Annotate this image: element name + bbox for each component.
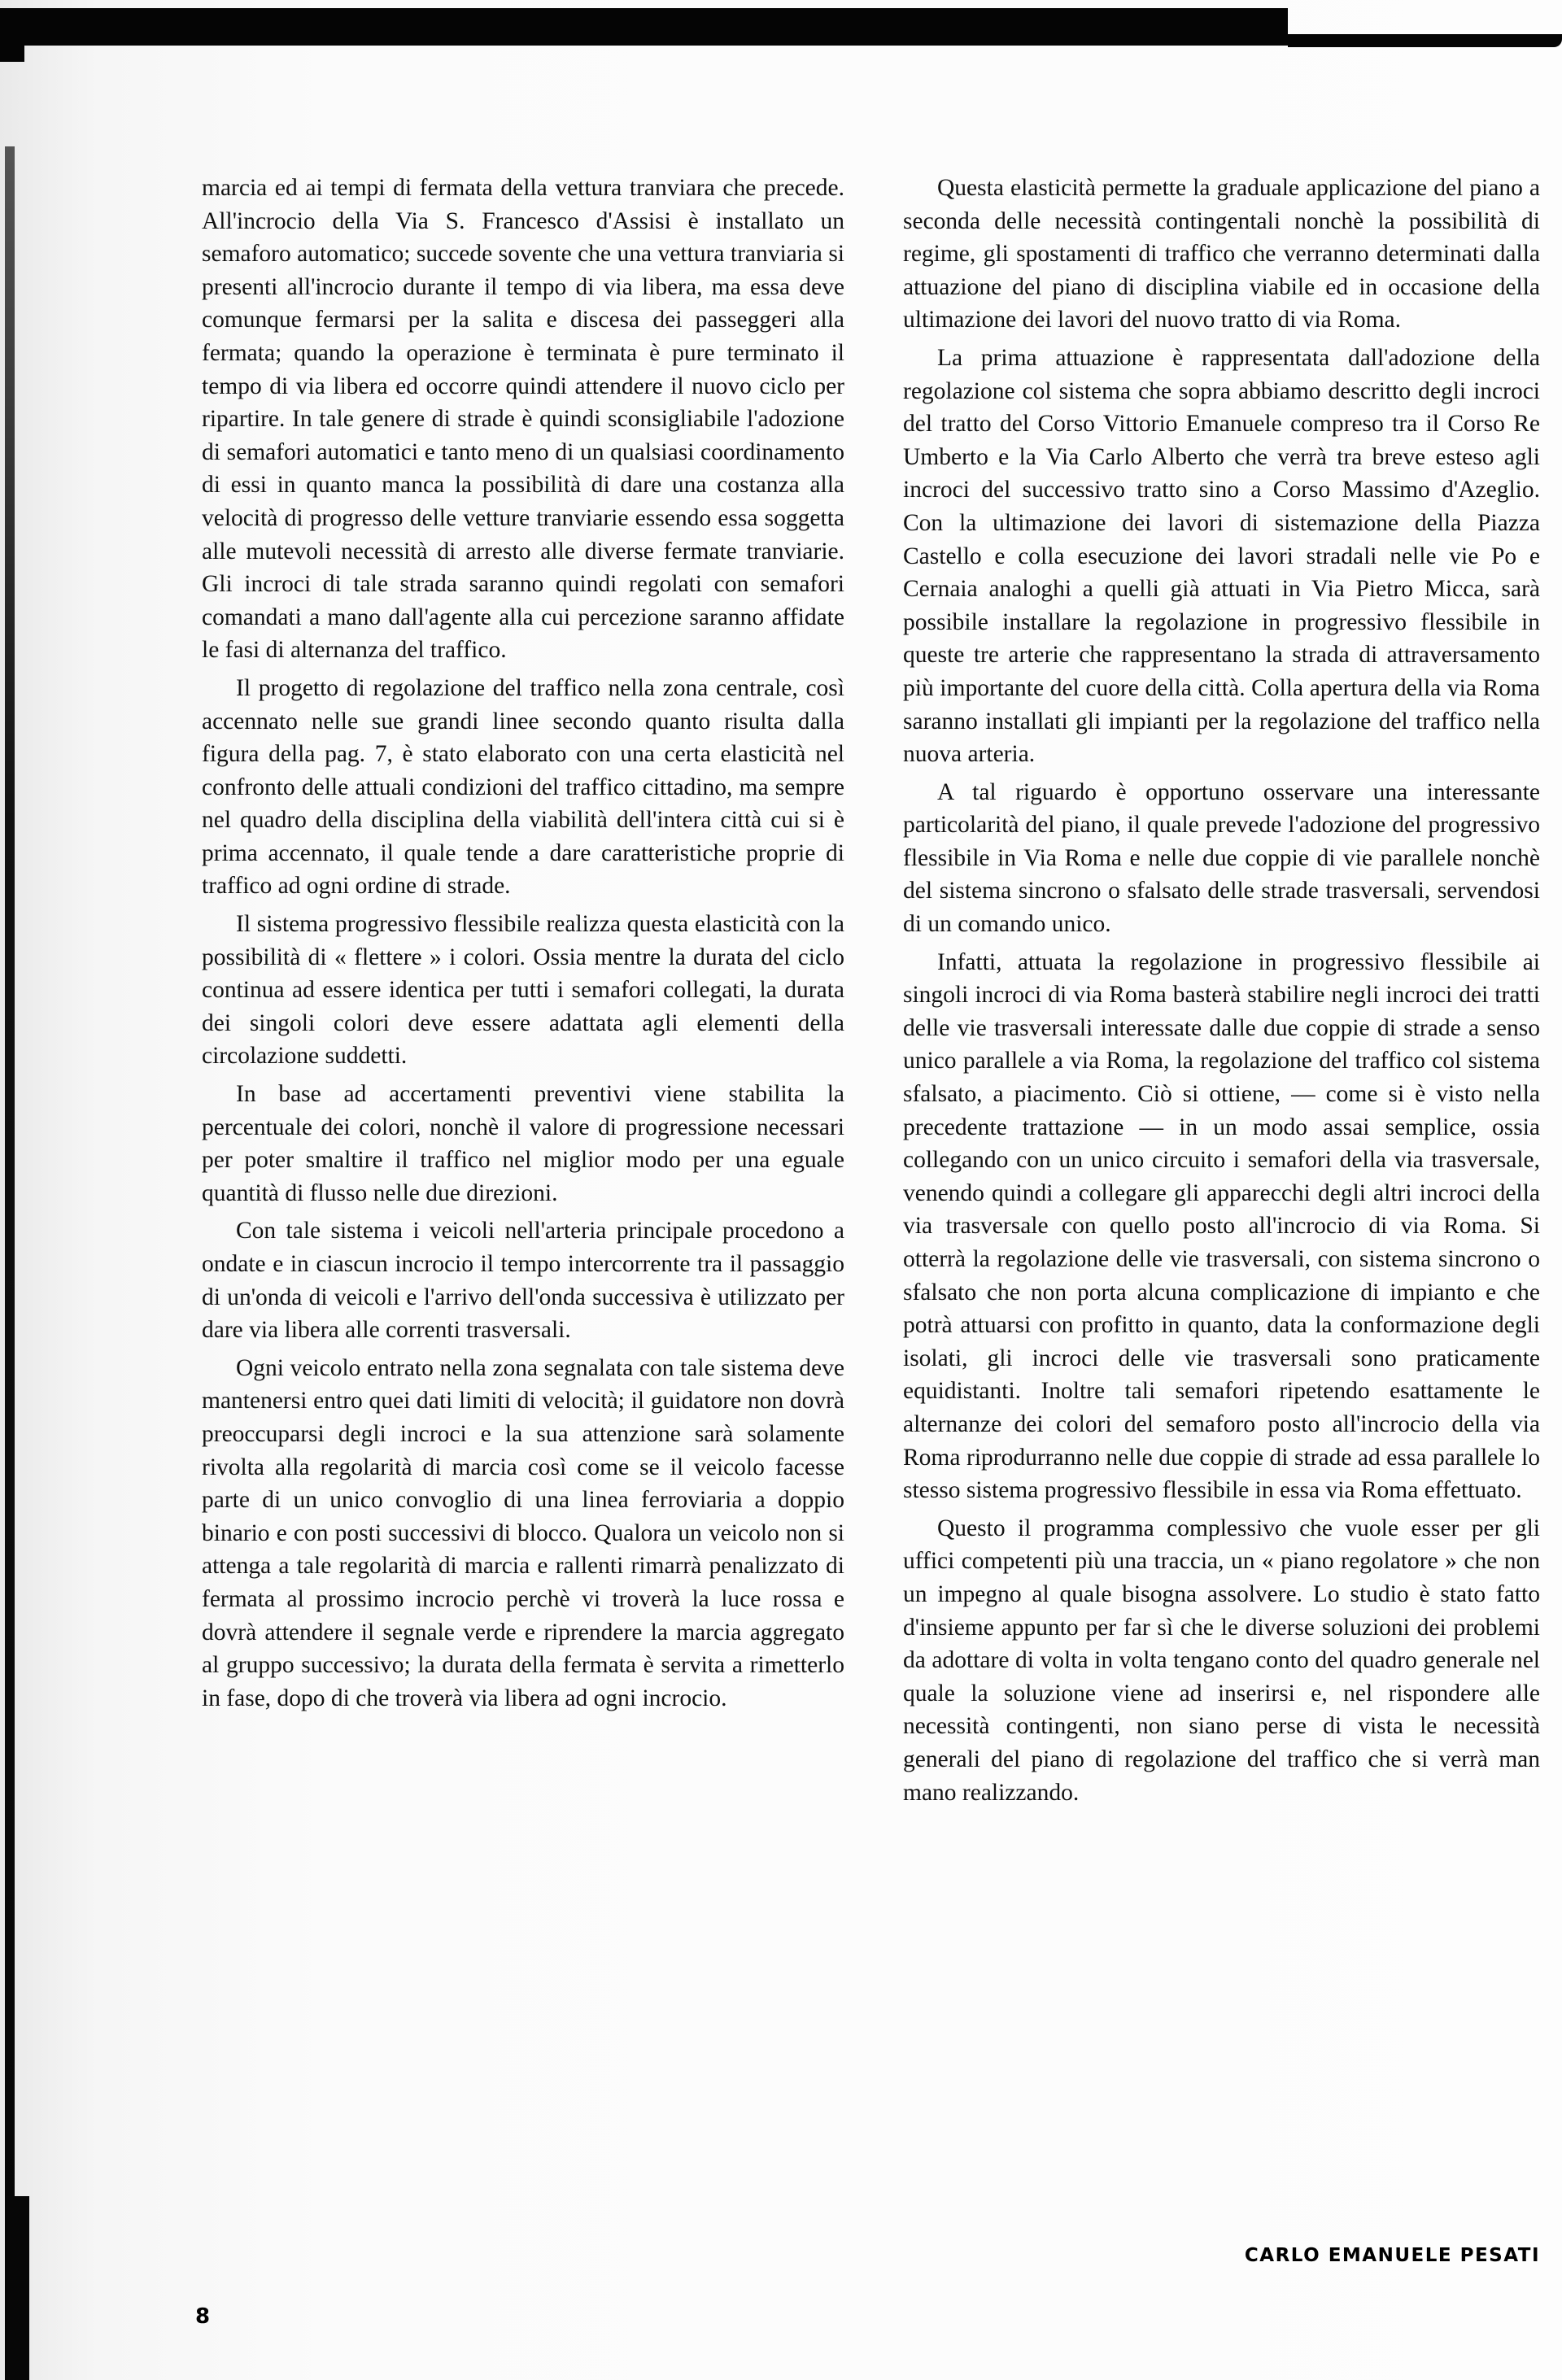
left-column — [202, 172, 844, 1720]
author-signature: CARLO EMANUELE PESATI — [1244, 2245, 1540, 2266]
paragraph: Con tale sistema i veicoli nell'arteria principale procedono a ondate e in ciascun incrocio il tempo intercorrente tra il passaggio di un'onda di veicoli e l'arrivo dell'onda successiva è utilizzato per dare via libera alle correnti trasversali. — [202, 1218, 844, 1344]
scan-border-corner — [0, 33, 24, 62]
paragraph: marcia ed ai tempi di fermata della vettura tranviara che precede. All'incrocio della Via S. Francesco d'Assisi è installato un semaforo automatico; succede sovente che una vettura tranviaria si presenti all'incrocio durante il tempo di via libera, ma essa deve comunque fermarsi per la salita e discesa dei passeggeri alla fermata; quando la operazione è terminata è pure terminato il tempo di via libera ed occorre quindi attendere il nuovo ciclo per ripartire. In tale genere di strade è quindi sconsigliabile l'adozione di semafori automatici e tanto meno di un qualsiasi coordinamento di essi in quanto manca la possibilità di dare una costanza alla velocità di progresso delle vetture tranviarie essendo essa soggetta alle mutevoli necessità di arresto alle diverse fermate tranviarie. Gli incroci di tale strada saranno quindi regolati con semafori comandati a mano dall'agente alla cui percezione saranno affidate le fasi di alternanza del traffico. — [202, 175, 844, 664]
page-number: 8 — [195, 2304, 211, 2329]
scan-border-top — [0, 8, 1288, 46]
paragraph: Infatti, attuata la regolazione in progressivo flessibile ai singoli incroci di via Roma basterà stabilire negli incroci dei tratti delle vie trasversali interessate dalle due coppie di strade a senso unico parallele a via Roma, la regolazione del traffico col sistema sfalsato, a piacimento. Ciò si ottiene, — come si è visto nella precedente trattazione — in un modo assai semplice, ossia collegando con un unico circuito i semafori della via trasversale, venendo quindi a collegare gli apparecchi degli altri incroci della via trasversale con quello posto all'incrocio di via Roma. Si otterrà la regolazione delle vie trasversali, con sistema sincrono o sfalsato che non porta alcuna complicazione di impianto e che potrà attuarsi con profitto in quanto, data la conformazione degli isolati, gli incroci delle vie trasversali sono praticamente equidistanti. Inoltre tali semafori ripetendo esattamente le alternanze dei colori del semaforo posto all'incrocio della via Roma riprodurranno nelle due coppie di strade ad essa parallele lo stesso sistema progressivo flessibile in essa via Roma effettuato. — [903, 948, 1540, 1504]
paragraph: Il sistema progressivo flessibile realizza questa elasticità con la possibilità di « flettere » i colori. Ossia mentre la durata del ciclo continua ad essere identica per tutti i semafori collegati, la durata dei singoli colori deve essere adattata agli elementi della circolazione suddetti. — [202, 911, 844, 1070]
paragraph: A tal riguardo è opportuno osservare una interessante particolarità del piano, il quale prevede l'adozione del progressivo flessibile in Via Roma e nelle due coppie di vie parallele nonchè del sistema sincrono o sfalsato delle strade trasversali, servendosi di un comando unico. — [903, 778, 1540, 938]
scan-border-top-right — [1288, 34, 1562, 47]
right-column — [903, 172, 1540, 1814]
paragraph: La prima attuazione è rappresentata dall'adozione della regolazione col sistema che sopra abbiamo descritto degli incroci del tratto del Corso Vittorio Emanuele compreso tra il Corso Re Umberto e la Via Carlo Alberto che verrà tra breve esteso agli incroci del successivo tratto sino a Corso Massimo d'Azeglio. Con la ultimazione dei lavori di sistemazione della Piazza Castello e colla esecuzione dei lavori stradali nelle vie Po e Cernaia analoghi a quelli già attuati in Via Pietro Micca, sarà possibile installare la regolazione in progressivo flessibile in queste tre arterie che rappresentano la strada di attraversamento più importante del cuore della città. Colla apertura della via Roma saranno installati gli impianti per la regolazione del traffico nella nuova arteria. — [903, 344, 1540, 768]
scan-border-left-lower — [7, 2196, 29, 2380]
paragraph: Questa elasticità permette la graduale applicazione del piano a seconda delle necessità contingentali nonchè la possibilità di regime, gli spostamenti di traffico che verranno determinati dalla attuazione del piano di disciplina viabile ed in occasione della ultimazione dei lavori del nuovo tratto di via Roma. — [903, 175, 1540, 333]
paragraph: Ogni veicolo entrato nella zona segnalata con tale sistema deve mantenersi entro quei dati limiti di velocità; il guidatore non dovrà preoccuparsi degli incroci e la sua attenzione sarà solamente rivolta alla regolarità di marcia così come se il veicolo facesse parte di un unico convoglio di una linea ferroviaria a doppio binario e con posti successivi di blocco. Qualora un veicolo non si attenga a tale regolarità di marcia e rallenti rimarrà penalizzato di fermata al prossimo incrocio perchè vi troverà la luce rossa e dovrà attendere il segnale verde e riprendere la marcia aggregato al gruppo successivo; la durata della fermata è servita a rimetterlo in fase, dopo di che troverà via libera ad ogni incrocio. — [202, 1354, 844, 1711]
scan-border-left — [5, 146, 15, 2380]
paragraph: In base ad accertamenti preventivi viene stabilita la percentuale dei colori, nonchè il valore di progressione necessari per poter smaltire il traffico nel miglior modo per una eguale quantità di flusso nelle due direzioni. — [202, 1081, 844, 1206]
paragraph: Questo il programma complessivo che vuole esser per gli uffici competenti più una traccia, un « piano regolatore » che non un impegno al quale bisogna assolvere. Lo studio è stato fatto d'insieme appunto per far sì che le diverse soluzioni dei problemi da adottare di volta in volta tengano conto del quadro generale nel quale la soluzione viene ad inserirsi e, nel rispondere alle necessità contingenti, non siano perse di vista le necessità generali del piano di regolazione del traffico che si verrà man mano realizzando. — [903, 1515, 1540, 1806]
paragraph: Il progetto di regolazione del traffico nella zona centrale, così accennato nelle sue grandi linee secondo quanto risulta dalla figura della pag. 7, è stato elaborato con una certa elasticità nel confronto delle attuali condizioni del traffico cittadino, ma sempre nel quadro della disciplina della viabilità dell'intera città cui si è prima accennato, il quale tende a dare caratteristiche proprie di traffico ad ogni ordine di strade. — [202, 674, 844, 900]
